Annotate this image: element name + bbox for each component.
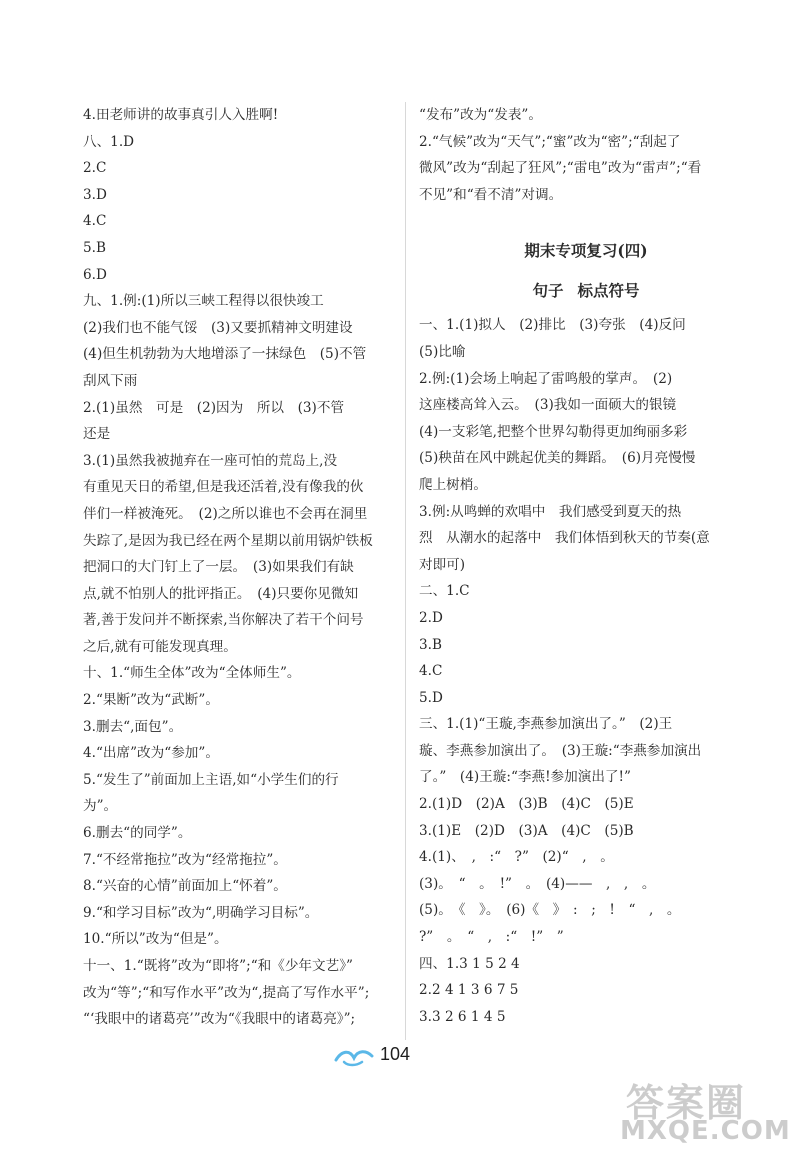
answer-line: 7.“不经常拖拉”改为“经常拖拉”。 xyxy=(83,851,287,868)
answer-line: 8.“兴奋的心情”前面加上“怀着”。 xyxy=(83,878,287,895)
answer-line: 为”。 xyxy=(83,798,118,815)
answer-line: 2.(1)D (2)A (3)B (4)C (5)E xyxy=(419,796,634,813)
answer-line: 著,善于发问并不断探索,当你解决了若干个问号 xyxy=(83,612,364,629)
section-title: 期末专项复习(四) xyxy=(524,241,648,261)
answer-line: (5)秧苗在风中跳起优美的舞蹈。 (6)月亮慢慢 xyxy=(419,450,696,467)
answer-line: 2.D xyxy=(419,609,443,626)
watermark-url: MXQE.COM xyxy=(620,1116,791,1146)
answer-line: 点,就不怕别人的批评指正。 (4)只要你见微知 xyxy=(83,585,359,602)
bird-ornament-icon xyxy=(334,1046,374,1072)
section-subtitle-sentence: 句子 xyxy=(532,281,564,301)
answer-line: 3.例:从鸣蝉的欢唱中 我们感受到夏天的热 xyxy=(419,503,682,520)
answer-line: 2.(1)虽然 可是 (2)因为 所以 (3)不管 xyxy=(83,399,345,416)
answer-line: 还是 xyxy=(83,426,111,443)
answer-line: 5.B xyxy=(83,239,106,256)
answer-line: 2.例:(1)会场上响起了雷鸣般的掌声。 (2) xyxy=(419,370,673,387)
answer-line: 有重见天日的希望,但是我还活着,没有像我的伙 xyxy=(83,479,364,496)
answer-line: (5)。 《 》。 (6)《 》 : ; ! “ , 。 xyxy=(419,902,681,919)
answer-line: 微风”改为“刮起了狂风”;“雷电”改为“雷声”;“看 xyxy=(419,160,702,177)
answer-line: 10.“所以”改为“但是”。 xyxy=(83,931,228,948)
answer-line: 3.D xyxy=(83,186,107,203)
answer-line: 不见”和“看不清”对调。 xyxy=(419,186,563,203)
spacer xyxy=(419,208,753,233)
answer-line: 4.“出席”改为“参加”。 xyxy=(83,745,219,762)
answer-line: 二、1.C xyxy=(419,583,470,600)
page-number: 104 xyxy=(380,1044,411,1064)
answer-line: ?” 。 “ , :“ !” ” xyxy=(419,929,564,946)
answer-line: “发布”改为“发表”。 xyxy=(419,107,542,123)
answer-line: 烈 从潮水的起落中 我们体悟到秋天的节奏(意 xyxy=(419,530,710,547)
answer-line: 八、1.D xyxy=(83,133,135,150)
answer-line: 3.(1)虽然我被抛弃在一座可怕的荒岛上,没 xyxy=(83,452,338,469)
answer-line: 4.田老师讲的故事真引人入胜啊! xyxy=(83,107,279,123)
answer-line: (2)我们也不能气馁 (3)又要抓精神文明建设 xyxy=(83,319,353,336)
answer-line: 之后,就有可能发现真理。 xyxy=(83,638,237,655)
answer-line: 3.3 2 6 1 4 5 xyxy=(419,1008,506,1025)
answer-line: (3)。 “ 。 !” 。 (4)—— , , 。 xyxy=(419,875,656,892)
answer-line: (4)一支彩笔,把整个世界勾勒得更加绚丽多彩 xyxy=(419,423,688,440)
answer-line: 失踪了,是因为我已经在两个星期以前用锅炉铁板 xyxy=(83,532,373,549)
answer-line: 2.“果断”改为“武断”。 xyxy=(83,692,219,709)
section-subtitle-punctuation: 标点符号 xyxy=(577,281,640,301)
answer-line: “‘我眼中的诸葛亮’”改为“《我眼中的诸葛亮》”; xyxy=(83,1011,356,1028)
answer-line: 改为“等”;“和写作水平”改为“,提高了写作水平”; xyxy=(83,984,370,1001)
answer-line: 3.删去“,面包”。 xyxy=(83,718,183,735)
right-column xyxy=(419,102,753,1030)
answer-line: 9.“和学习目标”改为“,明确学习目标”。 xyxy=(83,904,319,921)
answer-line: 十、1.“师生全体”改为“全体师生”。 xyxy=(83,665,301,682)
answer-line: 5.“发生了”前面加上主语,如“小学生们的行 xyxy=(83,771,339,788)
right-column-bottom xyxy=(419,312,753,1030)
answer-line: 2.“气候”改为“天气”;“蜜”改为“密”;“刮起了 xyxy=(419,133,681,150)
answer-line: 三、1.(1)“王璇,李燕参加演出了。” (2)王 xyxy=(419,716,673,733)
section-subtitle xyxy=(419,276,753,306)
answer-line: 2.C xyxy=(83,160,107,177)
answer-line: 爬上树梢。 xyxy=(419,476,487,493)
left-column xyxy=(83,102,401,1033)
answer-line: 对即可) xyxy=(419,556,466,573)
right-column-top xyxy=(419,102,753,208)
answer-line: 3.B xyxy=(419,636,442,653)
answer-line: 5.D xyxy=(419,689,443,706)
answer-line: 一、1.(1)拟人 (2)排比 (3)夸张 (4)反问 xyxy=(419,317,686,334)
answer-line: 伴们一样被淹死。 (2)之所以谁也不会再在洞里 xyxy=(83,505,368,522)
answer-line: 十一、1.“既将”改为“即将”;“和《少年文艺》” xyxy=(83,958,353,974)
answer-line: 这座楼高耸入云。 (3)我如一面硕大的银镜 xyxy=(419,397,677,414)
answer-line: 6.D xyxy=(83,266,107,283)
answer-line: 刮风下雨 xyxy=(83,372,138,389)
answer-line: 璇、李燕参加演出了。 (3)王璇:“李燕参加演出 xyxy=(419,742,702,759)
answer-line: 九、1.例:(1)所以三峡工程得以很快竣工 xyxy=(83,293,324,310)
answer-line: (5)比喻 xyxy=(419,343,466,360)
answer-line: 3.(1)E (2)D (3)A (4)C (5)B xyxy=(419,822,634,839)
answer-line: 把洞口的大门钉上了一层。 (3)如果我们有缺 xyxy=(83,559,354,576)
answer-line: (4)但生机勃勃为大地增添了一抹绿色 (5)不管 xyxy=(83,346,367,363)
column-divider xyxy=(405,102,406,1040)
watermark-text: 答案圈 xyxy=(626,1081,747,1125)
answer-line: 4.C xyxy=(419,663,443,680)
answer-line: 2.2 4 1 3 6 7 5 xyxy=(419,982,519,999)
answer-line: 6.删去“的同学”。 xyxy=(83,825,192,842)
watermark-logo xyxy=(616,1072,796,1148)
answer-line: 了。” (4)王璇:“李燕!参加演出了!” xyxy=(419,769,631,786)
answer-line: 4.(1)、 , :“ ?” (2)“ , 。 xyxy=(419,849,614,866)
answer-line: 四、1.3 1 5 2 4 xyxy=(419,955,520,972)
answer-line: 4.C xyxy=(83,213,107,230)
